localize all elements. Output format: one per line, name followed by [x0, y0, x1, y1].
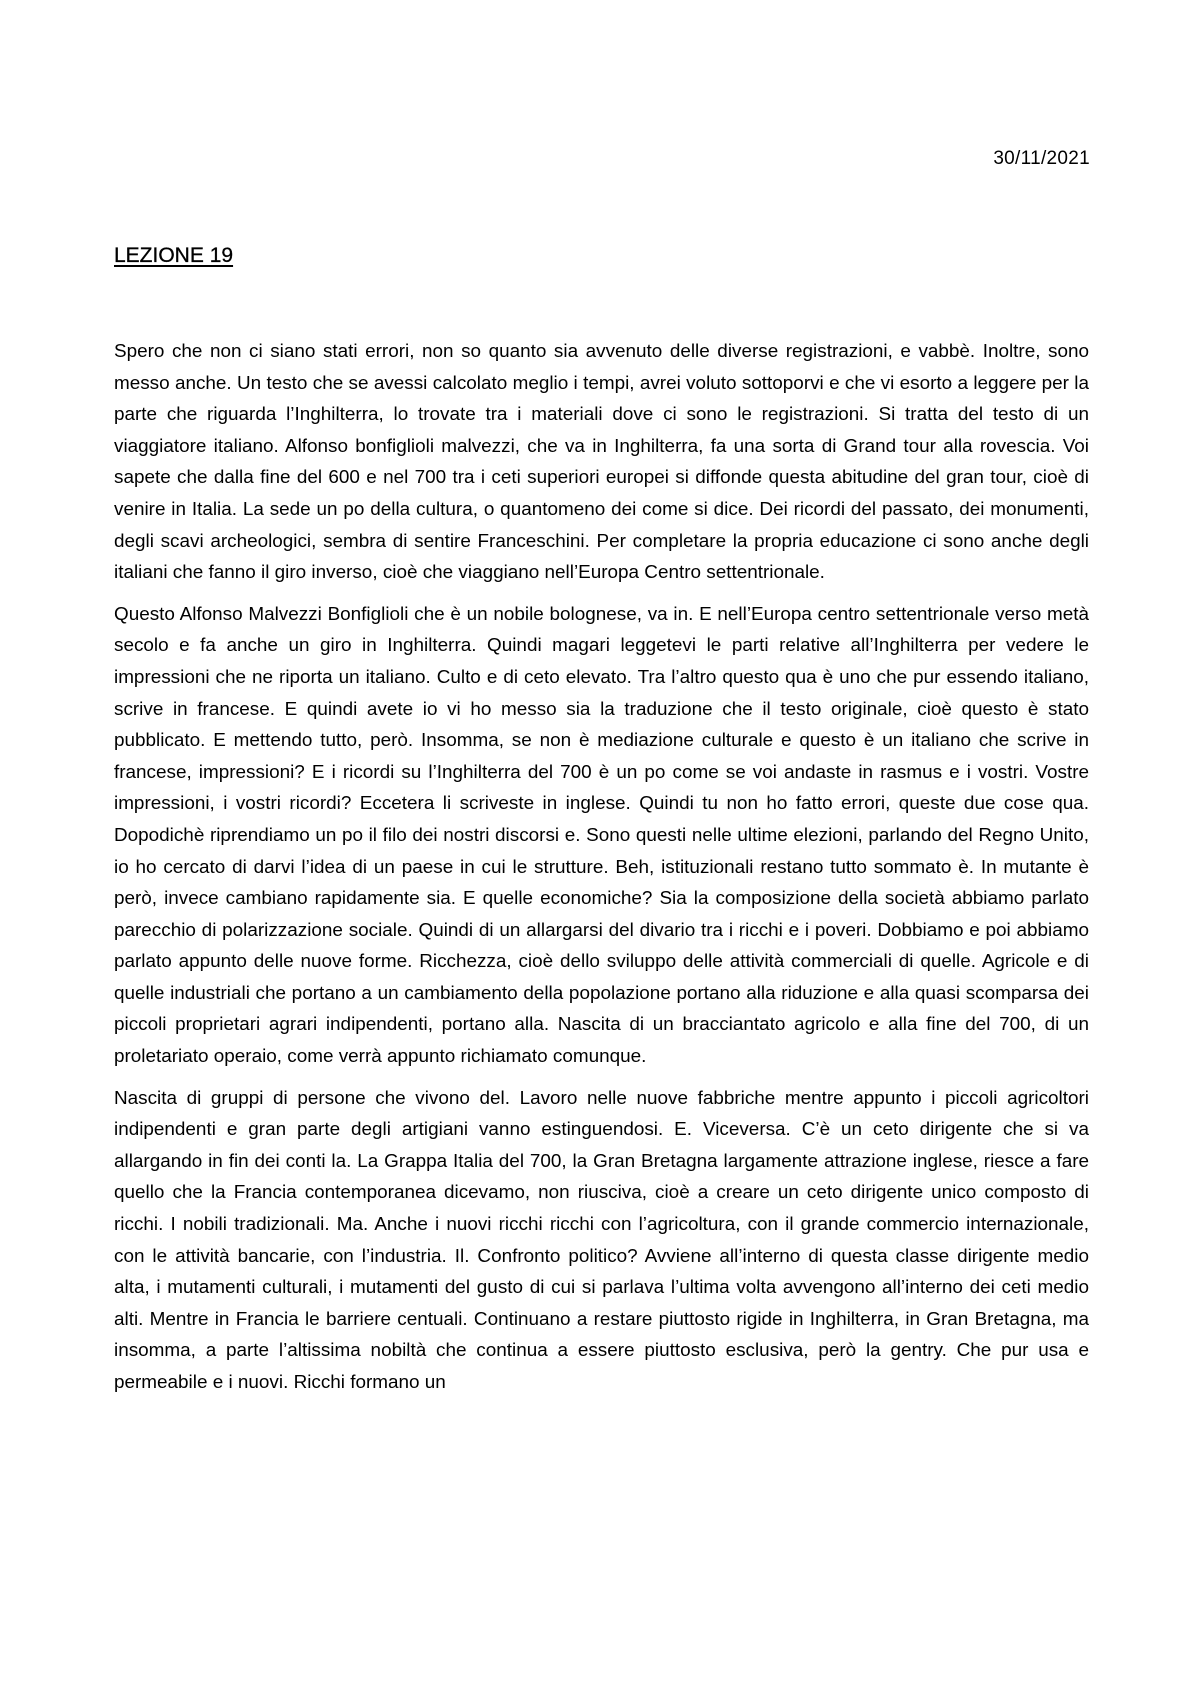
document-date: 30/11/2021	[993, 148, 1090, 169]
paragraph: Spero che non ci siano stati errori, non so quanto sia avvenuto delle diverse registrazioni, e vabbè. Inoltre, sono messo anche. Un testo che se avessi calcolato meglio i tempi, avrei voluto sottoporvi e che vi esorto a leggere per la parte che riguarda l’Inghilterra, lo trovate tra i materiali dove ci sono le registrazioni. Si tratta del testo di un viaggiatore italiano. Alfonso bonfiglioli malvezzi, che va in Inghilterra, fa una sorta di Grand tour alla rovescia. Voi sapete che dalla fine del 600 e nel 700 tra i ceti superiori europei si diffonde questa abitudine del gran tour, cioè di venire in Italia. La sede un po della cultura, o quantomeno dei come si dice. Dei ricordi del passato, dei monumenti, degli scavi archeologici, sembra di sentire Franceschini. Per completare la propria educazione ci sono anche degli italiani che fanno il giro inverso, cioè che viaggiano nell’Europa Centro settentrionale.	[114, 341, 1089, 584]
paragraph: Nascita di gruppi di persone che vivono del. Lavoro nelle nuove fabbriche mentre appunto i piccoli agricoltori indipendenti e gran parte degli artigiani vanno estinguendosi. E. Viceversa. C’è un ceto dirigente che si va allargando in fin dei conti la. La Grappa Italia del 700, la Gran Bretagna largamente attrazione inglese, riesce a fare quello che la Francia contemporanea dicevamo, non riusciva, cioè a creare un ceto dirigente unico composto di ricchi. I nobili tradizionali. Ma. Anche i nuovi ricchi ricchi con l’agricoltura, con il grande commercio internazionale, con le attività bancarie, con l’industria. Il. Confronto politico? Avviene all’interno di questa classe dirigente medio alta, i mutamenti culturali, i mutamenti del gusto di cui si parlava l’ultima volta avvengono all’interno dei ceti medio alti. Mentre in Francia le barriere centuali. Continuano a restare piuttosto rigide in Inghilterra, in Gran Bretagna, ma insomma, a parte l’altissima nobiltà che continua a essere piuttosto esclusiva, però la gentry. Che pur usa e permeabile e i nuovi. Ricchi formano un	[114, 1087, 1089, 1393]
document-title: LEZIONE 19	[114, 244, 234, 267]
paragraph: Questo Alfonso Malvezzi Bonfiglioli che è un nobile bolognese, va in. E nell’Europa centro settentrionale verso metà secolo e fa anche un giro in Inghilterra. Quindi magari leggetevi le parti relative all’Inghilterra per vedere le impressioni che ne riporta un italiano. Culto e di ceto elevato. Tra l’altro questo qua è uno che pur essendo italiano, scrive in francese. E quindi avete io vi ho messo sia la traduzione che il testo originale, cioè questo è stato pubblicato. E mettendo tutto, però. Insomma, se non è mediazione culturale e questo è un italiano che scrive in francese, impressioni? E i ricordi su l’Inghilterra del 700 è un po come se voi andaste in rasmus e i vostri. Vostre impressioni, i vostri ricordi? Eccetera li scriveste in inglese. Quindi tu non ho fatto errori, queste due cose qua. Dopodichè riprendiamo un po il filo dei nostri discorsi e. Sono questi nelle ultime elezioni, parlando del Regno Unito, io ho cercato di darvi l’idea di un paese in cui le strutture. Beh, istituzionali restano tutto sommato è. In mutante è però, invece cambiano rapidamente sia. E quelle economiche? Sia la composizione della società abbiamo parlato parecchio di polarizzazione sociale. Quindi di un allargarsi del divario tra i ricchi e i poveri. Dobbiamo e poi abbiamo parlato appunto delle nuove forme. Ricchezza, cioè dello sviluppo delle attività commerciali di quelle. Agricole e di quelle industriali che portano a un cambiamento della popolazione portano alla riduzione e alla quasi scomparsa dei piccoli proprietari agrari indipendenti, portano alla. Nascita di un bracciantato agricolo e alla fine del 700, di un proletariato operaio, come verrà appunto richiamato comunque.	[114, 603, 1089, 1068]
document-body	[114, 336, 1089, 1409]
